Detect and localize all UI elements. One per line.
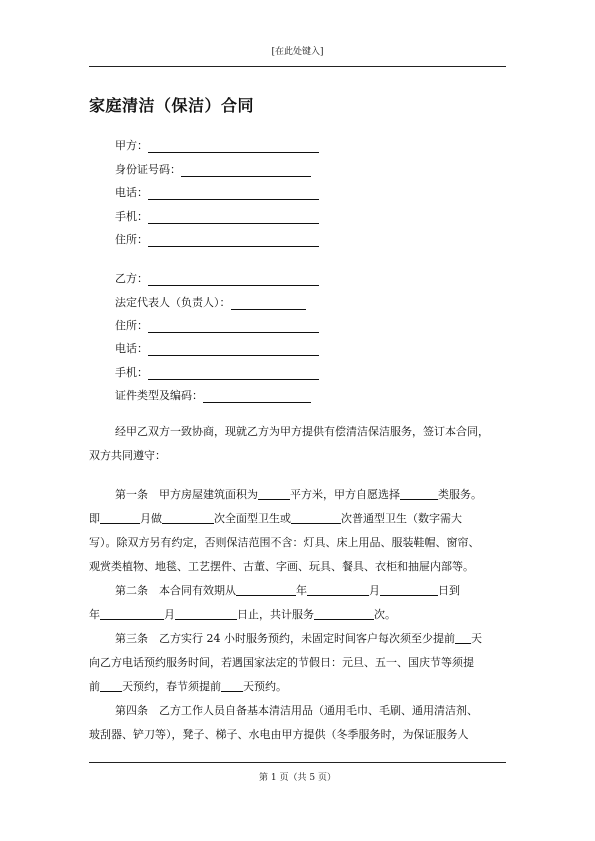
- art2-text-b: 年: [296, 584, 307, 597]
- art1-text-b: 平方米，甲方自愿选择: [290, 488, 400, 501]
- party-a-blank[interactable]: [148, 140, 319, 153]
- party-a-address-label: 住所：: [115, 233, 148, 246]
- party-b-rep-blank[interactable]: [231, 297, 306, 310]
- party-a-mobile-label: 手机：: [115, 210, 148, 223]
- art3-text-f: 天预约。: [243, 680, 287, 693]
- party-b-mobile-label: 手机：: [115, 366, 148, 379]
- party-b-field[interactable]: [115, 272, 319, 286]
- art1-type-blank[interactable]: [400, 487, 438, 500]
- party-a-field[interactable]: [115, 139, 319, 153]
- party-a-mobile-blank[interactable]: [148, 211, 319, 224]
- art1-text-a: 第一条 甲方房屋建筑面积为: [115, 488, 258, 501]
- art2-start-month-blank[interactable]: [307, 583, 369, 596]
- header-rule: [89, 66, 506, 67]
- party-b-mobile-field[interactable]: [115, 366, 319, 380]
- art1-full-count-blank[interactable]: [162, 511, 214, 524]
- party-b-address-blank[interactable]: [148, 320, 319, 333]
- article-4: [89, 699, 506, 747]
- art2-text-f: 月: [164, 608, 175, 621]
- art1-text-i: 观赏类植物、地毯、工艺摆件、古董、字画、玩具、餐具、衣柜和抽屉内部等。: [89, 560, 474, 573]
- party-b-tel-blank[interactable]: [148, 343, 319, 356]
- art1-normal-count-blank[interactable]: [291, 511, 341, 524]
- intro-line-2: 双方共同遵守：: [89, 449, 166, 462]
- party-b-mobile-blank[interactable]: [148, 367, 319, 380]
- art1-month-blank[interactable]: [100, 511, 140, 524]
- party-b-cert-blank[interactable]: [203, 390, 311, 403]
- art2-text-g: 日止，共计服务: [237, 608, 314, 621]
- intro-line-1: 经甲乙双方一致协商，现就乙方为甲方提供有偿清洁保洁服务，签订本合同，: [115, 425, 489, 438]
- art3-text-c: 向乙方电话预约服务时间，若遇国家法定的节假日：元旦、五一、国庆节等须提: [89, 656, 474, 669]
- party-a-id-field[interactable]: [115, 163, 311, 177]
- art1-text-c: 类服务。: [438, 488, 482, 501]
- art2-text-a: 第二条 本合同有效期从: [115, 584, 236, 597]
- art3-text-b: 天: [471, 632, 482, 645]
- art3-text-d: 前: [89, 680, 100, 693]
- art2-end-month-blank[interactable]: [175, 607, 237, 620]
- party-b-rep-label: 法定代表人（负责人）：: [115, 296, 231, 309]
- party-a-tel-field[interactable]: [115, 186, 319, 200]
- party-a-tel-blank[interactable]: [148, 187, 319, 200]
- article-2: [89, 579, 506, 627]
- art1-area-blank[interactable]: [258, 487, 290, 500]
- page-number: 第 1 页（共 5 页）: [259, 773, 336, 783]
- party-b-cert-label: 证件类型及编码：: [115, 389, 203, 402]
- art1-text-e: 月做: [140, 512, 162, 525]
- art3-spring-days-blank[interactable]: [221, 679, 243, 692]
- party-a-id-blank[interactable]: [181, 164, 311, 177]
- party-b-label: 乙方：: [115, 272, 148, 285]
- art3-holiday-days-blank[interactable]: [100, 679, 122, 692]
- art2-text-d: 日到: [438, 584, 460, 597]
- article-3: [89, 627, 506, 699]
- party-a-address-field[interactable]: [115, 233, 319, 247]
- art2-start-day-blank[interactable]: [380, 583, 438, 596]
- intro-paragraph: [89, 420, 506, 468]
- art1-text-f: 次全面型卫生或: [214, 512, 291, 525]
- art3-text-e: 天预约，春节须提前: [122, 680, 221, 693]
- party-a-id-label: 身份证号码：: [115, 163, 181, 176]
- art1-text-d: 即: [89, 512, 100, 525]
- party-b-tel-label: 电话：: [115, 342, 148, 355]
- party-b-address-field[interactable]: [115, 319, 319, 333]
- party-a-mobile-field[interactable]: [115, 210, 319, 224]
- art2-text-e: 年: [89, 608, 100, 621]
- art2-text-h: 次。: [374, 608, 396, 621]
- footer-rule: [89, 762, 506, 763]
- art3-text-a: 第三条 乙方实行 24 小时服务预约，未固定时间客户每次须至少提前: [115, 632, 455, 645]
- art4-text-b: 玻刮器、铲刀等），凳子、梯子、水电由甲方提供（冬季服务时，为保证服务人: [89, 728, 469, 741]
- art2-start-year-blank[interactable]: [236, 583, 296, 596]
- document-title: 家庭清洁（保洁）合同: [89, 96, 255, 115]
- party-a-label: 甲方：: [115, 139, 148, 152]
- party-b-tel-field[interactable]: [115, 342, 319, 356]
- party-b-cert-field[interactable]: [115, 389, 311, 403]
- party-b-blank[interactable]: [148, 273, 319, 286]
- page-header: [在此处键入]: [271, 47, 324, 57]
- party-b-rep-field[interactable]: [115, 296, 306, 310]
- art2-end-year-blank[interactable]: [100, 607, 164, 620]
- article-1: [89, 483, 506, 579]
- art1-text-g: 次普通型卫生（数字需大: [341, 512, 462, 525]
- party-b-address-label: 住所：: [115, 319, 148, 332]
- party-a-tel-label: 电话：: [115, 186, 148, 199]
- art4-text-a: 第四条 乙方工作人员自备基本清洁用品（通用毛巾、毛刷、通用清洁剂、: [115, 704, 478, 717]
- party-a-address-blank[interactable]: [148, 234, 319, 247]
- art2-count-blank[interactable]: [314, 607, 374, 620]
- art2-text-c: 月: [369, 584, 380, 597]
- art1-text-h: 写）。除双方另有约定，否则保洁范围不含：灯具、床上用品、服装鞋帽、窗帘、: [89, 536, 480, 549]
- art3-days-blank[interactable]: [455, 631, 471, 644]
